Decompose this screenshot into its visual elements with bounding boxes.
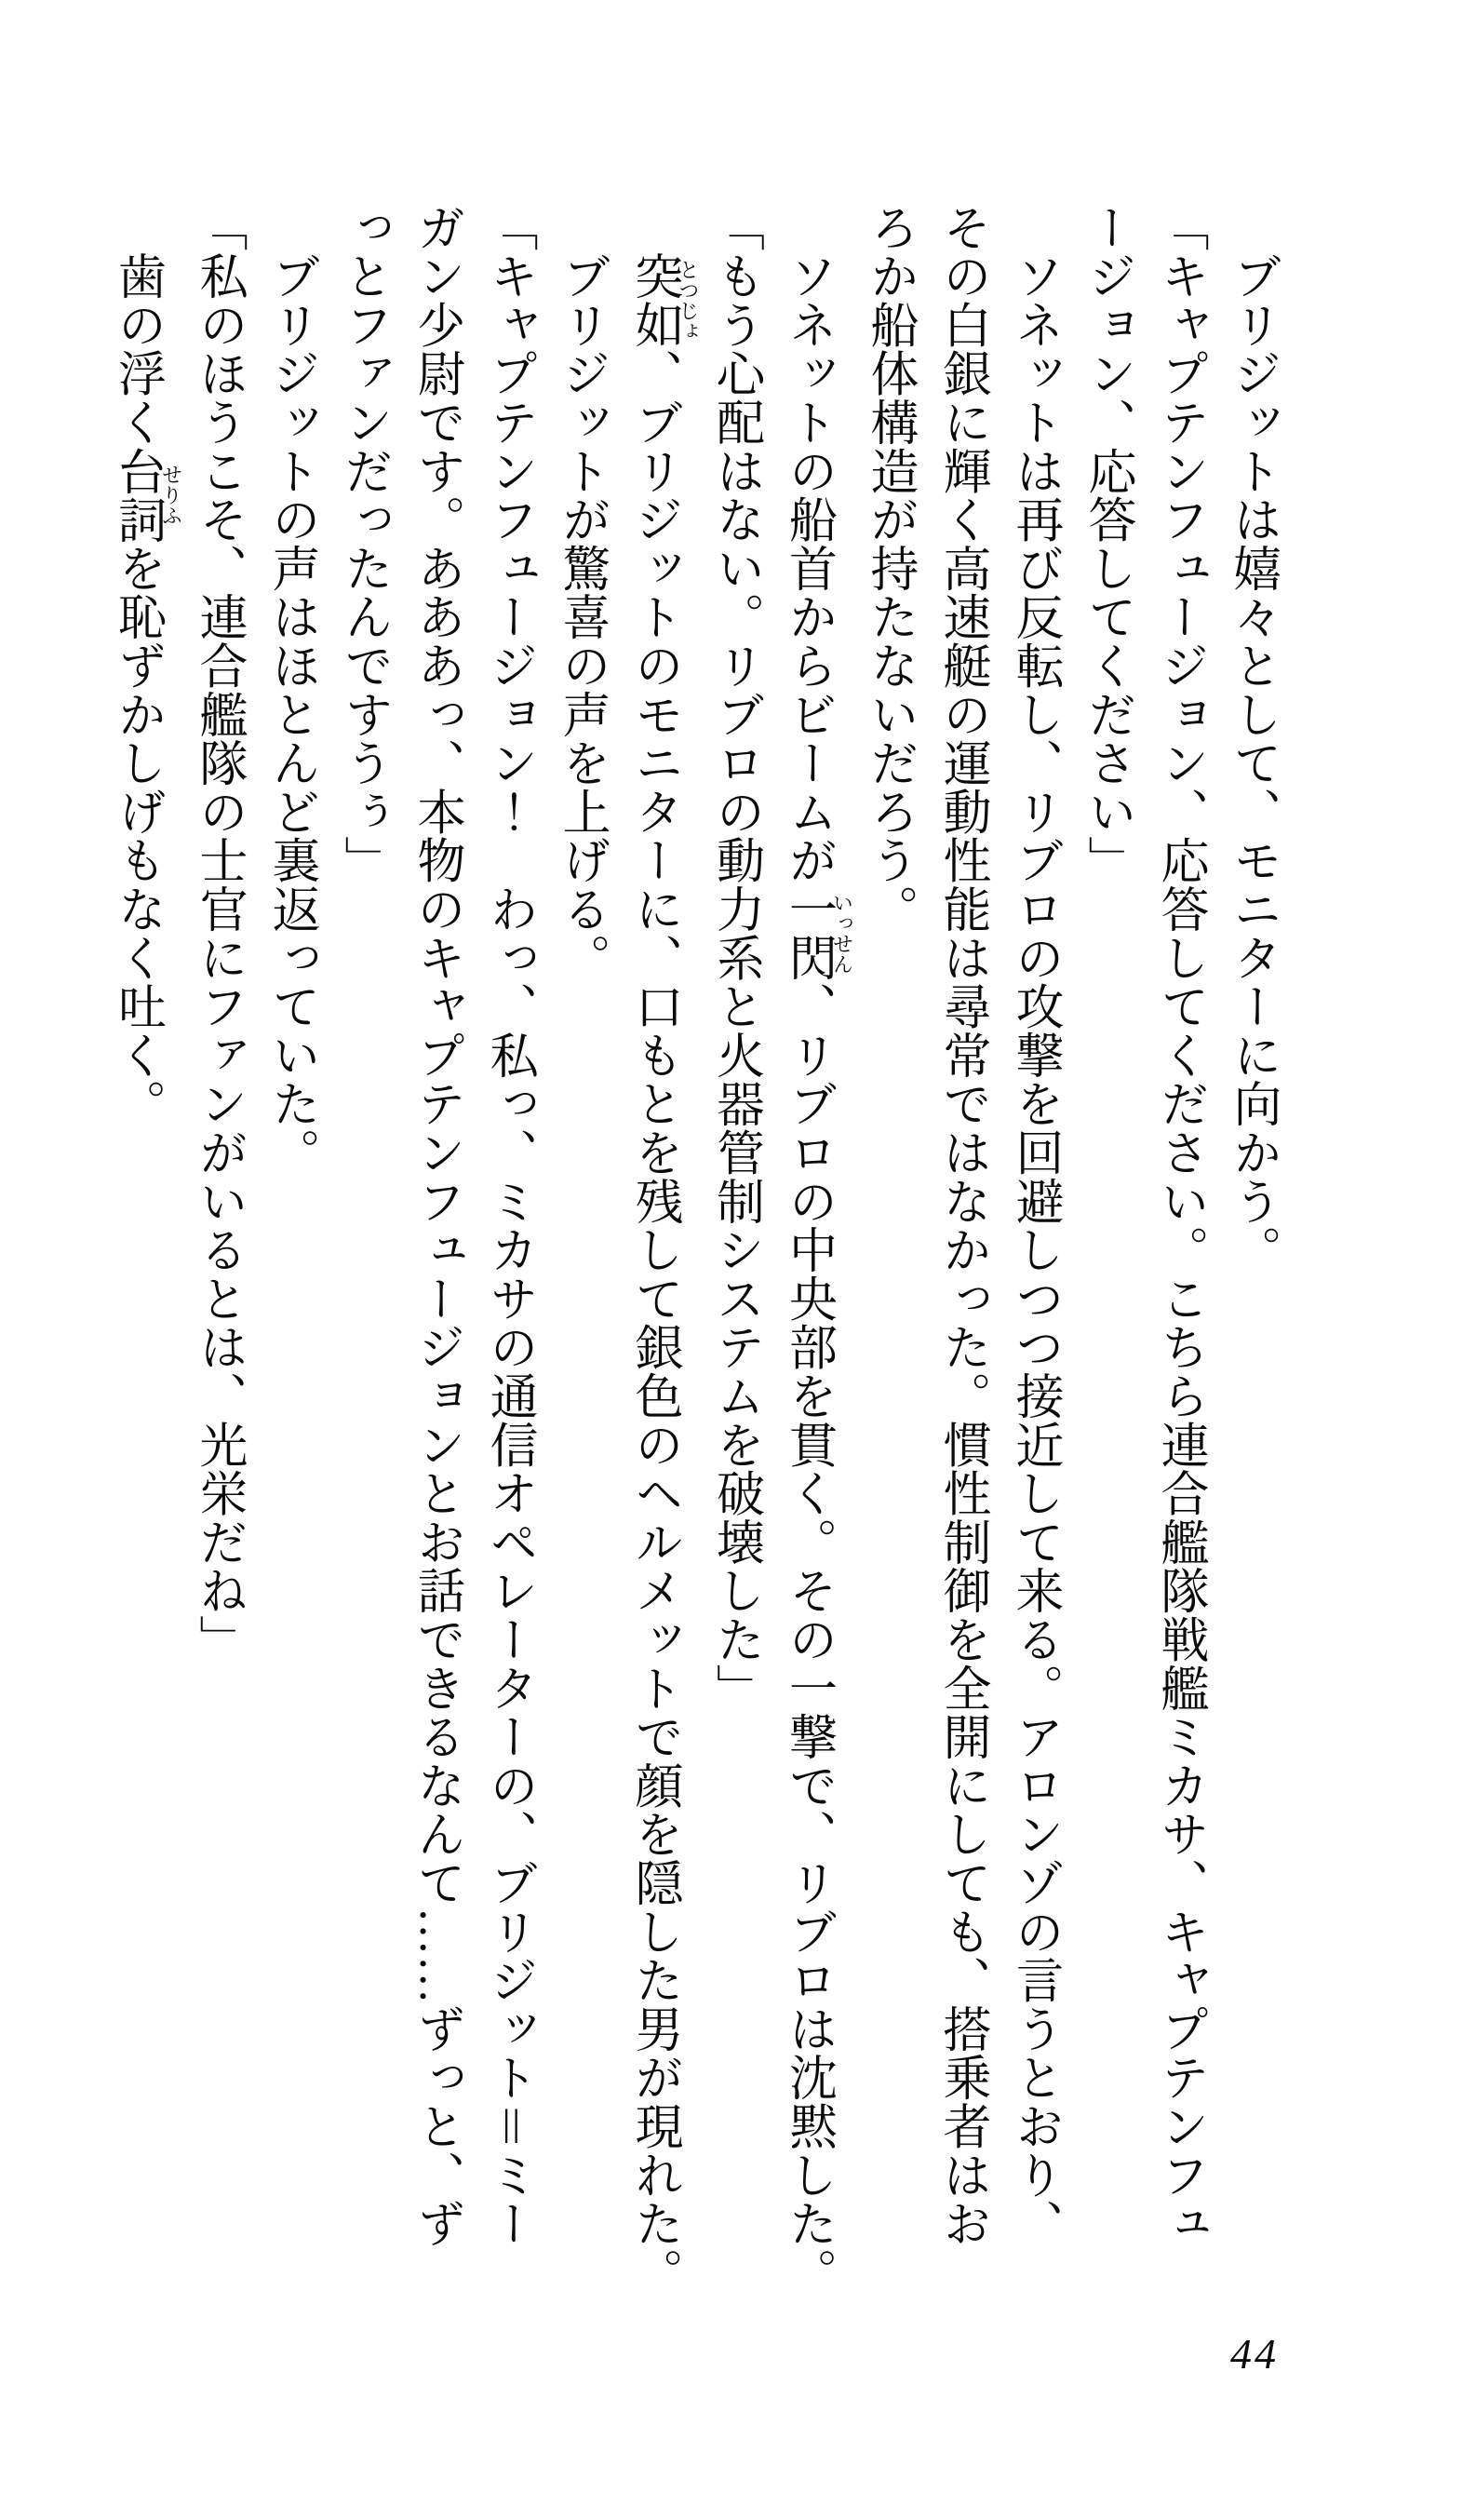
- text-column-7: ソネットの船首からビームが一閃いっせん、リブロの中央部を貫く。その一撃で、リブロは沈黙した。: [781, 203, 854, 2297]
- text-column-8: 「もう心配はない。リブロの動力系と火器管制システムを破壊した」: [708, 203, 762, 1713]
- text-block: [101, 203, 1289, 2309]
- text-column-11: 「キャプテンフュージョン！ わっ、私っ、ミカサの通信オペレーターの、ブリジット＝ミー: [482, 203, 535, 2248]
- text-column-9: 突如とつじょ、ブリジットのモニターに、口もとを残して銀色のヘルメットで顔を隠した男が現れた。: [627, 251, 700, 2297]
- text-column-5: その白銀に輝く高速艇の運動性能は尋常ではなかった。慣性制御を全開にしても、搭乗者はお: [935, 203, 988, 2248]
- text-column-10: ブリジットが驚喜の声を上げる。: [555, 203, 608, 982]
- furigana-ruby: 一閃いっせん: [781, 884, 854, 982]
- text-column-1: ブリジットは嬉々として、モニターに向かう。: [1226, 203, 1279, 1274]
- text-column-15: 「私のほうこそ、連合艦隊の士官にファンがいるとは、光栄だね」: [192, 203, 245, 1664]
- text-column-3: ージョン、応答してください」: [1080, 203, 1134, 885]
- furigana-ruby: 突如とつじょ: [627, 251, 700, 349]
- text-column-12: ガン少尉です。あああっ、本物のキャプテンフュージョンとお話できるなんて……ずっと、ず: [409, 203, 463, 2248]
- text-column-14: ブリジットの声はほとんど裏返っていた。: [264, 203, 317, 1177]
- text-column-6: ろか船体構造が持たないだろう。: [863, 203, 916, 934]
- furigana-ruby: 台詞せりふ: [110, 446, 183, 545]
- text-column-13: っとファンだったんですうぅ」: [337, 203, 390, 885]
- text-column-4: ソネットは再び反転し、リブロの攻撃を回避しつつ接近して来る。アロンゾの言うとおり、: [1008, 203, 1061, 2248]
- page-number: 44: [1230, 2330, 1279, 2378]
- text-column-16: 歯の浮く台詞せりふを恥ずかしげもなく吐く。: [110, 203, 183, 1128]
- text-column-2: 「キャプテンフュージョン、応答してください。こちら連合艦隊戦艦ミカサ、キャプテンフュ: [1153, 203, 1206, 2248]
